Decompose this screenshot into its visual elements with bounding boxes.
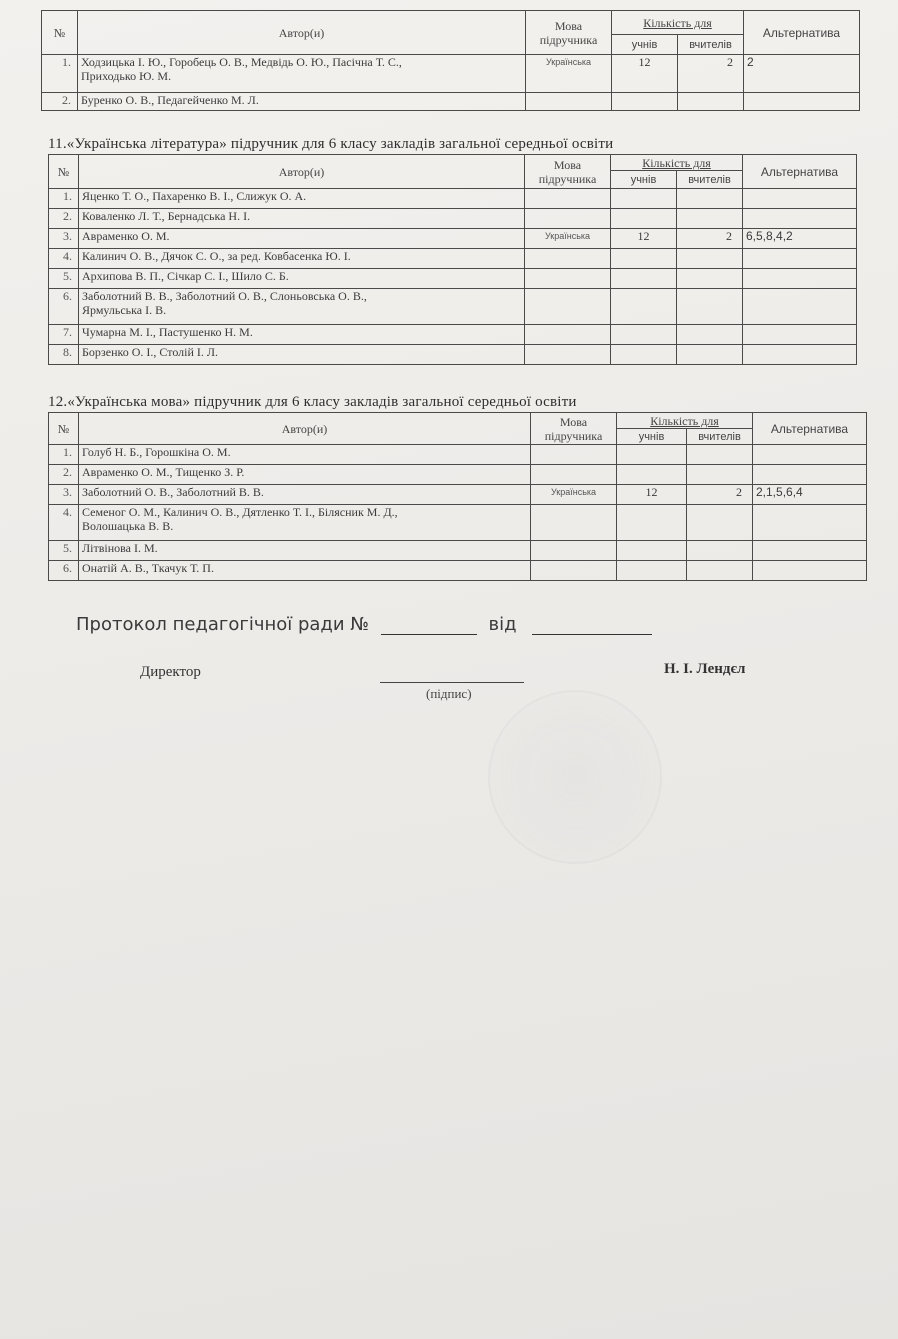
from-label: від [488,614,517,635]
signature-line [380,682,524,683]
table-row: 2. Авраменко О. М., Тищенко З. Р. [49,465,867,485]
header-students: учнів [612,35,678,55]
header-alternative: Альтернатива [743,155,857,189]
protocol-date-blank [532,616,652,635]
header-teachers: вчителів [678,35,744,55]
header-alternative: Альтернатива [744,11,860,55]
header-lang: Мова підручника [525,155,611,189]
table-row: 5. Архипова В. П., Січкар С. І., Шило С. Б. [49,269,857,289]
header-author: Автор(и) [79,155,525,189]
header-lang: Мова підручника [526,11,612,55]
table-row: 4. Семеног О. М., Калинич О. В., Дятленко Т. І., Білясник М. Д., Волошацька В. В. [49,505,867,541]
table-row: 3. Заболотний О. В., Заболотний В. В. Українська 12 2 2,1,5,6,4 [49,485,867,505]
header-lang: Мова підручника [531,413,617,445]
header-count-group: Кількість для [611,155,743,171]
table-row: 5. Літвінова І. М. [49,541,867,561]
header-num: № [42,11,78,55]
director-name: Н. І. Лендєл [664,661,746,677]
faded-stamp-image [488,690,662,864]
table-row: 8. Борзенко О. І., Столій І. Л. [49,345,857,365]
table-section-12 [48,412,867,581]
header-alternative: Альтернатива [753,413,867,445]
protocol-number-blank [381,616,477,635]
table-row: 1. Яценко Т. О., Пахаренко В. І., Слижук О. А. [49,189,857,209]
header-teachers: вчителів [687,429,753,445]
header-count-group: Кількість для [612,11,744,35]
header-students: учнів [617,429,687,445]
table-section-11 [48,154,857,365]
director-label: Директор [140,664,201,680]
section-12-title: 12.«Українська мова» підручник для 6 класу закладів загальної середньої освіти [48,394,577,410]
table-row: 2. Коваленко Л. Т., Бернадська Н. І. [49,209,857,229]
table-row: 2. Буренко О. В., Педагейченко М. Л. [42,93,860,111]
table-row: 1. Голуб Н. Б., Горошкіна О. М. [49,445,867,465]
section-11-title: 11.«Українська література» підручник для 6 класу закладів загальної середньої освіти [48,136,614,152]
signature-caption: (підпис) [426,686,472,701]
header-author: Автор(и) [78,11,526,55]
header-count-group: Кількість для [617,413,753,429]
table-row: 4. Калинич О. В., Дячок С. О., за ред. Ковбасенка Ю. І. [49,249,857,269]
table-row: 3. Авраменко О. М. Українська 12 2 6,5,8,4,2 [49,229,857,249]
header-num: № [49,413,79,445]
table-section-10 [41,10,860,111]
table-row: 7. Чумарна М. І., Пастушенко Н. М. [49,325,857,345]
header-students: учнів [611,171,677,189]
protocol-line [76,614,652,635]
header-teachers: вчителів [677,171,743,189]
header-author: Автор(и) [79,413,531,445]
header-num: № [49,155,79,189]
table-row: 6. Заболотний В. В., Заболотний О. В., Слоньовська О. В., Ярмульська І. В. [49,289,857,325]
table-row: 6. Онатій А. В., Ткачук Т. П. [49,561,867,581]
table-row: 1. Ходзицька І. Ю., Горобець О. В., Медвідь О. Ю., Пасічна Т. С., Приходько Ю. М. Українська 12 2 2 [42,55,860,93]
protocol-label: Протокол педагогічної ради № [76,614,370,635]
